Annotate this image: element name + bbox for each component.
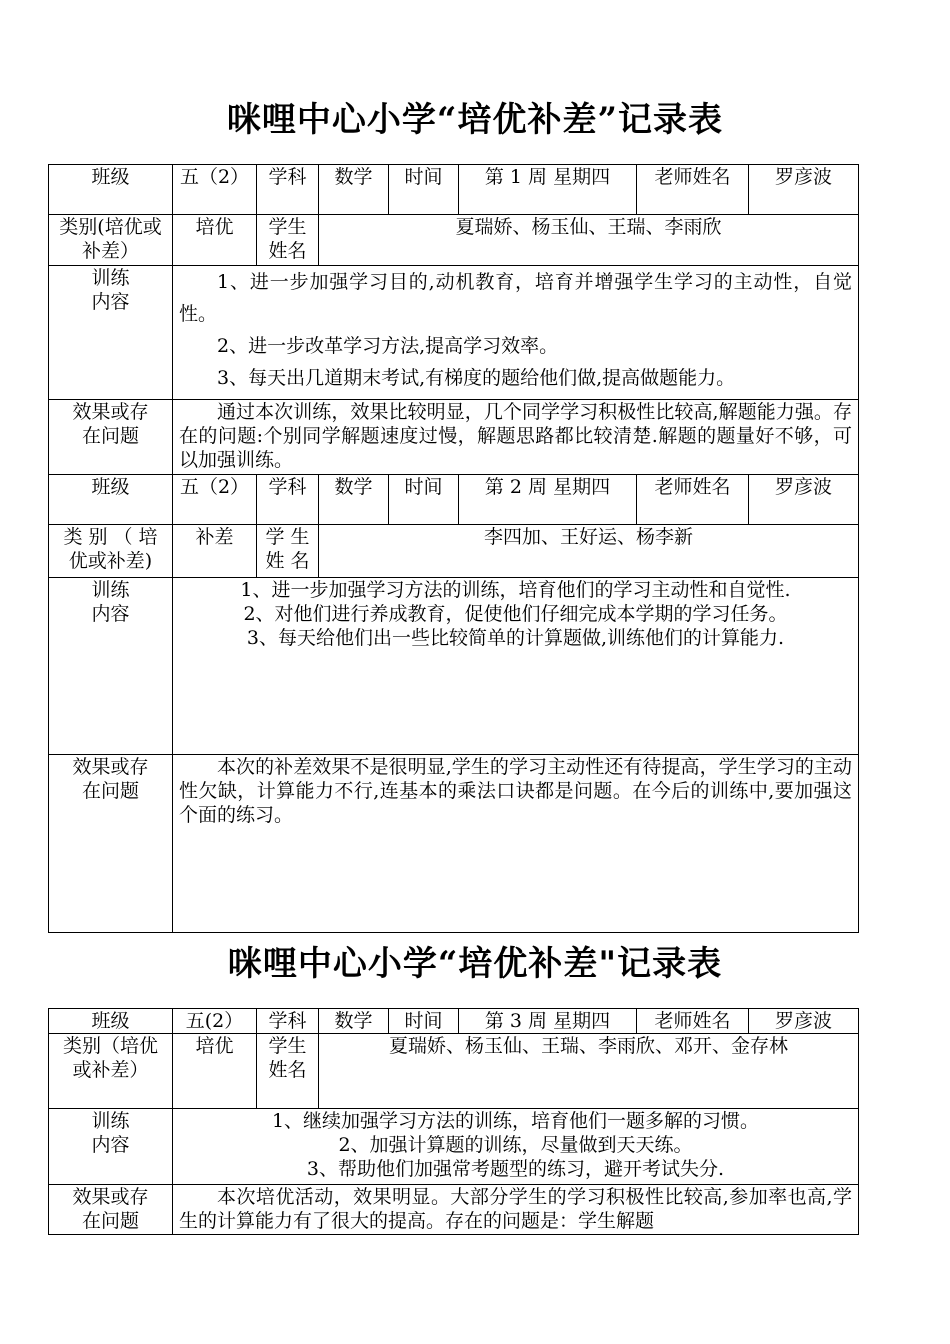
training-content <box>173 266 859 400</box>
category-label: 类别（培优或补差） <box>49 1034 173 1109</box>
category-value: 补差 <box>173 525 257 578</box>
effect-text: 通过本次训练，效果比较明显，几个同学学习积极性比较高,解题能力强。存在的问题:个别同学解题速度过慢，解题思路都比较清楚.解题的题量好不够，可以加强训练。 <box>179 401 852 471</box>
record-table-1 <box>48 164 859 933</box>
training-label <box>49 578 173 755</box>
training-label <box>49 266 173 400</box>
students-label: 学生姓名 <box>257 215 319 266</box>
page-title: 咪哩中心小学“培优补差"记录表 <box>227 944 723 984</box>
effect-content <box>173 1185 859 1235</box>
class-label: 班级 <box>49 165 173 215</box>
category-value: 培优 <box>173 215 257 266</box>
effect-label <box>49 755 173 933</box>
effect-label-line: 效果或存 <box>72 401 149 423</box>
class-label: 班级 <box>49 475 173 525</box>
teacher-label: 老师姓名 <box>637 165 749 215</box>
training-content <box>173 578 859 755</box>
record-table-2 <box>48 1008 859 1235</box>
record-header-row <box>49 475 859 525</box>
students-label: 学生姓名 <box>257 1034 319 1109</box>
record-training-row <box>49 266 859 400</box>
students-label: 学 生 姓 名 <box>257 525 319 578</box>
record-training-row <box>49 578 859 755</box>
record-category-row <box>49 215 859 266</box>
effect-label-line: 在问题 <box>81 780 139 802</box>
record-header-row <box>49 165 859 215</box>
teacher-value: 罗彦波 <box>749 165 859 215</box>
training-item: 1、进一步加强学习方法的训练，培育他们的学习主动性和自觉性. <box>240 579 791 601</box>
training-label-line: 训练 <box>91 579 130 601</box>
category-label: 类别(培优或补差） <box>49 215 173 266</box>
teacher-value: 罗彦波 <box>749 1009 859 1034</box>
training-label-line: 内容 <box>91 291 130 313</box>
time-label: 时间 <box>389 1009 459 1034</box>
training-label-line: 训练 <box>91 267 130 289</box>
class-value: 五(2） <box>173 1009 257 1034</box>
training-item: 1、继续加强学习方法的训练，培育他们一题多解的习惯。 <box>271 1110 760 1132</box>
training-item: 2、进一步改革学习方法,提高学习效率。 <box>217 335 559 357</box>
record-category-row <box>49 1034 859 1109</box>
subject-label: 学科 <box>257 475 319 525</box>
subject-value: 数学 <box>319 1009 389 1034</box>
record-effect-row <box>49 400 859 475</box>
training-item: 3、帮助他们加强常考题型的练习，避开考试失分. <box>306 1158 725 1180</box>
teacher-label: 老师姓名 <box>637 475 749 525</box>
record-category-row <box>49 525 859 578</box>
students-value: 李四加、王好运、杨李新 <box>319 525 859 578</box>
training-item: 3、每天出几道期末考试,有梯度的题给他们做,提高做题能力。 <box>217 367 736 389</box>
effect-label-line: 效果或存 <box>72 756 149 778</box>
effect-label-line: 效果或存 <box>72 1186 149 1208</box>
effect-label-line: 在问题 <box>81 425 139 447</box>
time-value: 第 1 周 星期四 <box>459 165 637 215</box>
record-header-row <box>49 1009 859 1034</box>
training-item: 1、进一步加强学习目的,动机教育，培育并增强学生学习的主动性，自觉性。 <box>179 271 852 325</box>
effect-label <box>49 400 173 475</box>
training-item: 3、每天给他们出一些比较简单的计算题做,训练他们的计算能力. <box>246 627 785 649</box>
subject-label: 学科 <box>257 165 319 215</box>
teacher-value: 罗彦波 <box>749 475 859 525</box>
students-value: 夏瑞娇、杨玉仙、王瑞、李雨欣 <box>319 215 859 266</box>
category-value: 培优 <box>173 1034 257 1109</box>
record-effect-row <box>49 1185 859 1235</box>
training-label-line: 训练 <box>91 1110 130 1132</box>
effect-label <box>49 1185 173 1235</box>
subject-value: 数学 <box>319 475 389 525</box>
class-label: 班级 <box>49 1009 173 1034</box>
training-label <box>49 1109 173 1185</box>
category-label: 类 别 （ 培优或补差) <box>49 525 173 578</box>
teacher-label: 老师姓名 <box>637 1009 749 1034</box>
time-value: 第 2 周 星期四 <box>459 475 637 525</box>
subject-value: 数学 <box>319 165 389 215</box>
effect-content <box>173 400 859 475</box>
training-content <box>173 1109 859 1185</box>
students-value: 夏瑞娇、杨玉仙、王瑞、李雨欣、邓开、金存林 <box>319 1034 859 1109</box>
effect-text: 本次的补差效果不是很明显,学生的学习主动性还有待提高，学生学习的主动性欠缺，计算能力不行,连基本的乘法口诀都是问题。在今后的训练中,要加强这个面的练习。 <box>179 756 852 826</box>
subject-label: 学科 <box>257 1009 319 1034</box>
time-label: 时间 <box>389 475 459 525</box>
training-label-line: 内容 <box>91 1134 130 1156</box>
training-item: 2、加强计算题的训练，尽量做到天天练。 <box>338 1134 693 1156</box>
class-value: 五（2） <box>173 165 257 215</box>
effect-content <box>173 755 859 933</box>
record-training-row <box>49 1109 859 1185</box>
time-label: 时间 <box>389 165 459 215</box>
record-effect-row <box>49 755 859 933</box>
page-title: 咪哩中心小学“培优补差”记录表 <box>226 100 724 140</box>
training-label-line: 内容 <box>91 603 130 625</box>
training-item: 2、对他们进行养成教育，促使他们仔细完成本学期的学习任务。 <box>243 603 788 625</box>
effect-text: 本次培优活动，效果明显。大部分学生的学习积极性比较高,参加率也高,学生的计算能力有了很大的提高。存在的问题是：学生解题 <box>179 1186 852 1232</box>
class-value: 五（2） <box>173 475 257 525</box>
time-value: 第 3 周 星期四 <box>459 1009 637 1034</box>
effect-label-line: 在问题 <box>81 1210 139 1232</box>
